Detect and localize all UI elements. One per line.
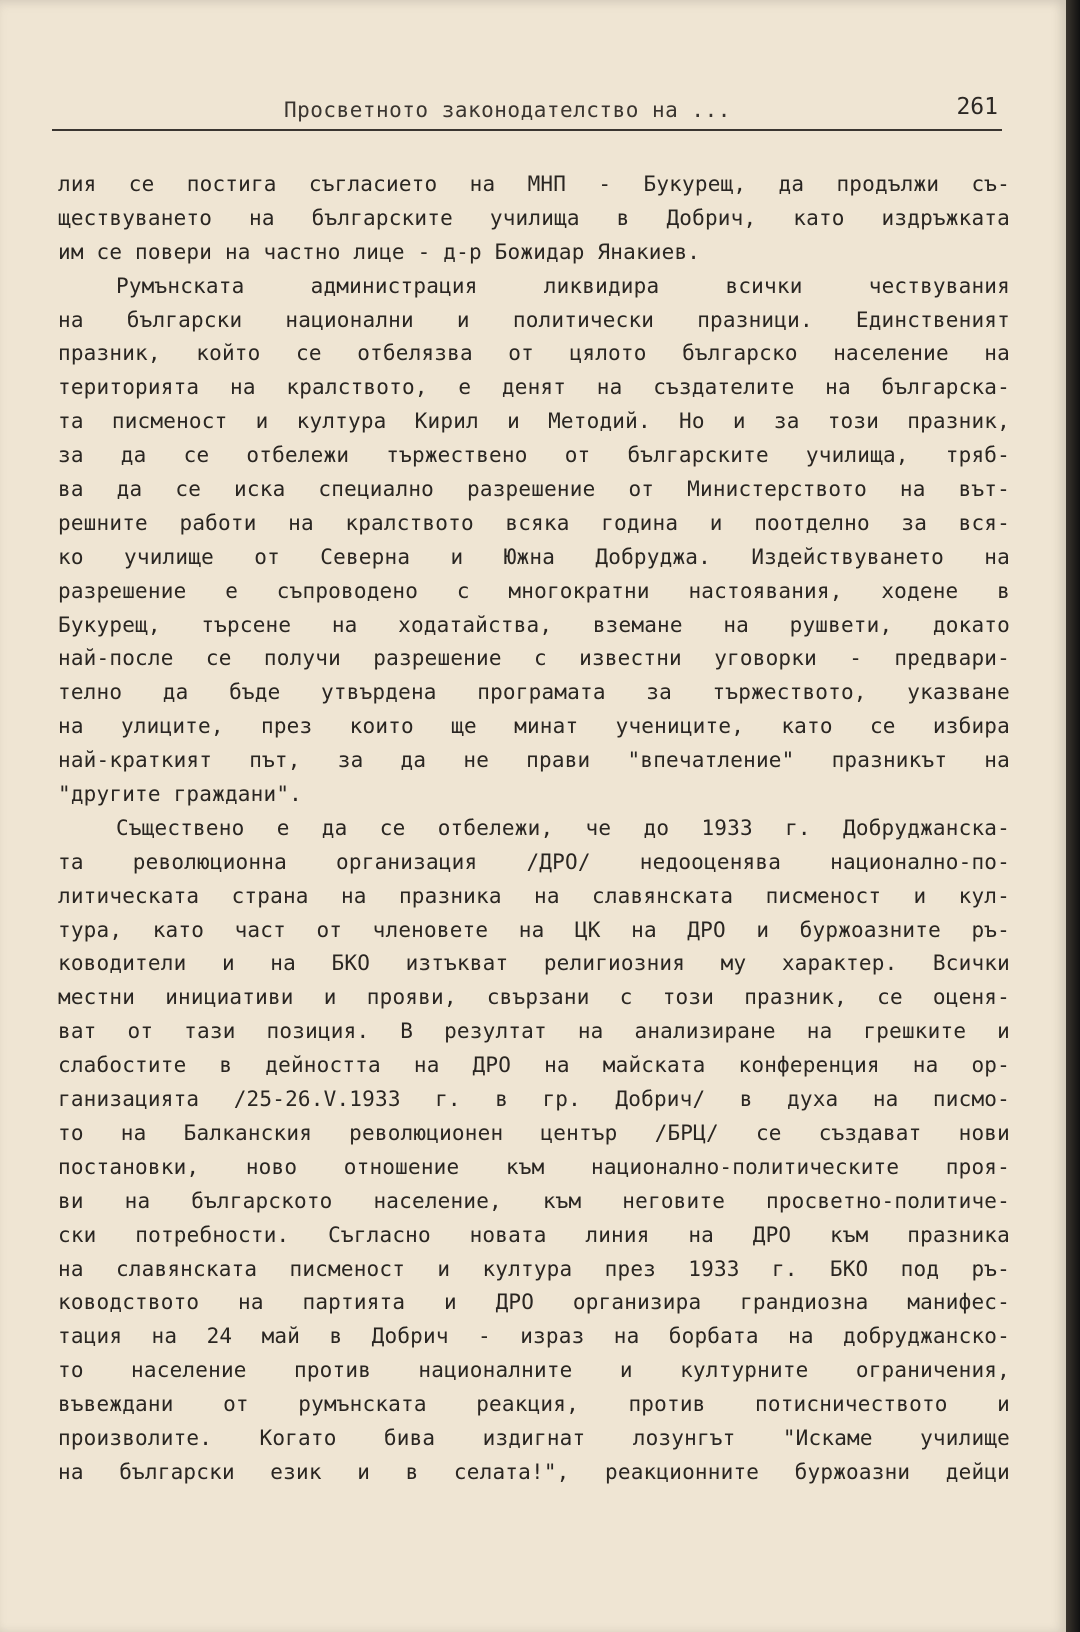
- text-line: та писменост и култура Кирил и Методий. Но и за този празник,: [58, 409, 1010, 434]
- text-line: на улиците, през които ще минат учениците, като се избира: [58, 714, 1010, 739]
- text-line: територията на кралството, е денят на създателите на българска-: [58, 375, 1010, 400]
- text-line: то население против националните и културните ограничения,: [58, 1358, 1010, 1383]
- text-line: произволите. Когато бива издигнат лозунгът "Искаме училище: [58, 1425, 1010, 1450]
- text-line: най-после се получи разрешение с известни уговорки - предвари-: [58, 646, 1010, 671]
- text-line: разрешение е съпроводено с многократни настоявания, ходене в: [58, 578, 1010, 603]
- text-line: Букурещ, търсене на ходатайства, вземане на рушвети, докато: [58, 612, 1010, 637]
- text-line: на славянската писменост и култура през 1933 г. БКО под ръ-: [58, 1256, 1010, 1281]
- text-line: ват от тази позиция. В резултат на анализиране на грешките и: [58, 1019, 1010, 1044]
- text-line: литическата страна на празника на славянската писменост и кул-: [58, 883, 1010, 908]
- text-line: решните работи на кралството всяка година и поотделно за вся-: [58, 510, 1010, 535]
- text-line: местни инициативи и прояви, свързани с този празник, се оценя-: [58, 985, 1010, 1010]
- body-text: [58, 168, 1010, 1490]
- text-line: най-краткият път, за да не прави "впечатление" празникът на: [58, 748, 1010, 773]
- page-number: 261: [956, 94, 998, 120]
- text-line: ганизацията /25-26.V.1933 г. в гр. Добрич/ в духа на писмо-: [58, 1087, 1010, 1112]
- text-line: телно да бъде утвърдена програмата за тържеството, указване: [58, 680, 1010, 705]
- text-line: ва да се иска специално разрешение от Министерството на вът-: [58, 477, 1010, 502]
- page-edge-shadow: [1066, 0, 1080, 1632]
- text-line: Съществено е да се отбележи, че до 1933 г. Добруджанска-: [116, 815, 1010, 840]
- text-line: ководители и на БКО изтъкват религиозния му характер. Всички: [58, 951, 1010, 976]
- text-line: Румънската администрация ликвидира всички чествувания: [116, 273, 1010, 298]
- text-line: слабостите в дейността на ДРО на майската конференция на ор-: [58, 1053, 1010, 1078]
- text-line: им се повери на частно лице - д-р Божидар Янакиев.: [58, 239, 701, 264]
- text-line: тура, като част от членовете на ЦК на ДРО и буржоазните ръ-: [58, 917, 1010, 942]
- text-line: лия се постига съгласието на МНП - Букурещ, да продължи съ-: [58, 172, 1010, 196]
- text-line: въвеждани от румънската реакция, против потисничеството и: [58, 1392, 1010, 1417]
- text-line: тация на 24 май в Добрич - израз на борбата на добруджанско-: [58, 1324, 1010, 1349]
- text-line: празник, който се отбелязва от цялото българско население на: [58, 341, 1010, 366]
- text-line: на български език и в селата!", реакционните буржоазни дейци: [58, 1459, 1010, 1484]
- running-title: Просветното законодателство на ...: [284, 98, 731, 122]
- text-line: постановки, ново отношение към национално-политическите проя-: [58, 1154, 1010, 1179]
- header-rule: [52, 129, 1002, 131]
- text-line: "другите граждани".: [58, 782, 303, 807]
- text-line: ществуването на българските училища в Добрич, като издръжката: [58, 205, 1010, 230]
- text-line: за да се отбележи тържествено от българските училища, тряб-: [58, 443, 1010, 468]
- text-line: та революционна организация /ДРО/ недооценява национално-по-: [58, 849, 1010, 874]
- text-line: то на Балканския революционен център /БРЦ/ се създават нови: [58, 1120, 1010, 1145]
- text-line: ководството на партията и ДРО организира грандиозна манифес-: [58, 1290, 1010, 1315]
- text-line: ко училище от Северна и Южна Добруджа. Издействуването на: [58, 544, 1010, 569]
- text-line: ви на българското население, към неговите просветно-политиче-: [58, 1188, 1010, 1213]
- page-header: [52, 96, 1002, 134]
- text-line: ски потребности. Съгласно новата линия на ДРО към празника: [58, 1222, 1010, 1247]
- text-line: на български национални и политически празници. Единственият: [58, 307, 1010, 332]
